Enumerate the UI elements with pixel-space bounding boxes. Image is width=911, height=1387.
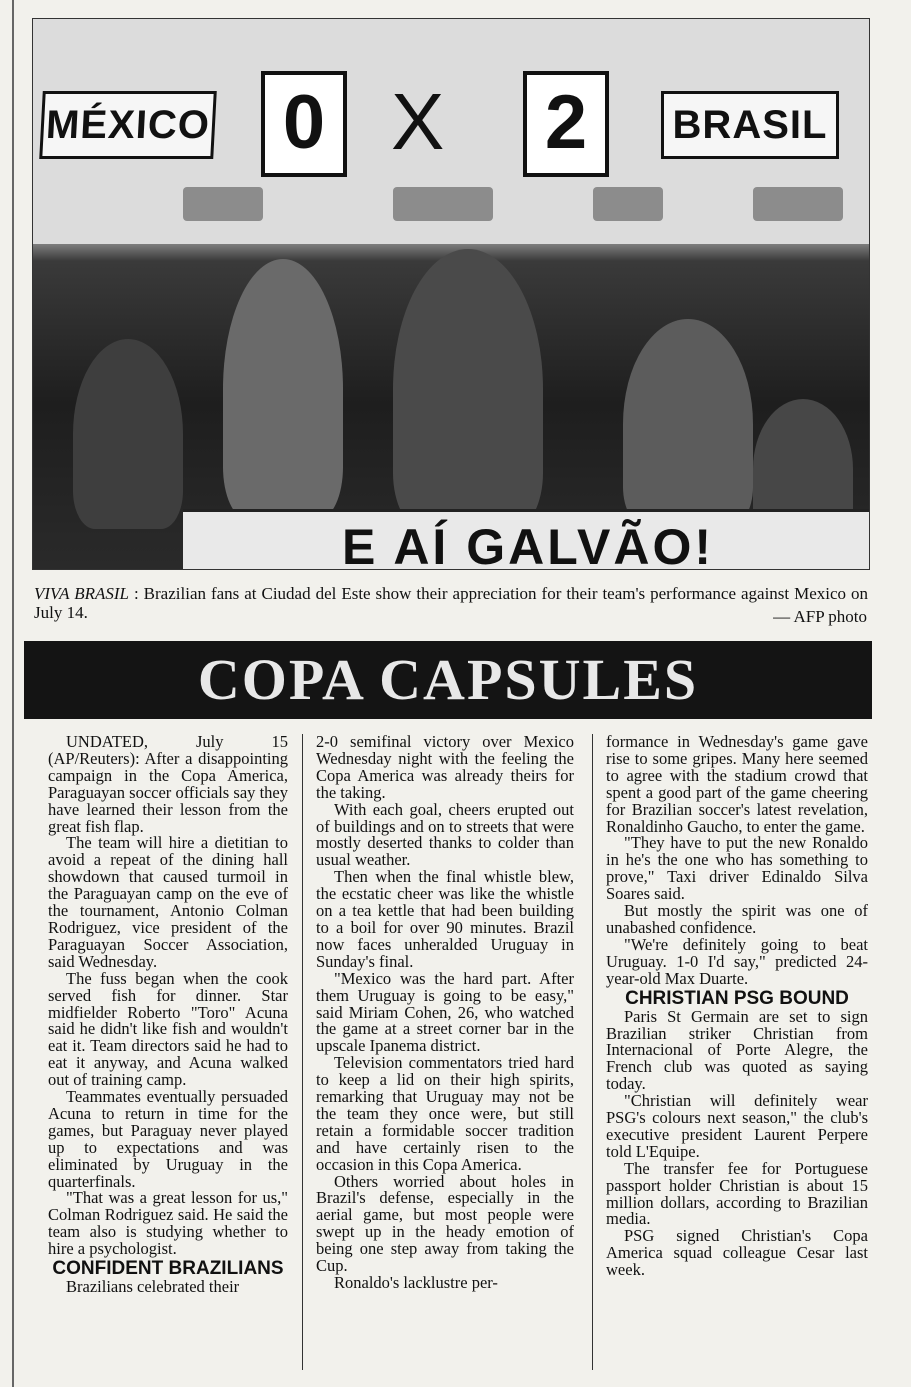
article-paragraph: The fuss began when the cook served fish for dinner. Star midfielder Roberto "Toro" Acuna said he didn't like fish and wouldn't eat it. Team directors said he had to eat it anyway, and Acuna walked out of training camp. — [48, 968, 288, 1090]
scoreboard-team-left: MÉXICO — [39, 91, 217, 159]
crowd-fan — [623, 319, 753, 529]
article-paragraph: PSG signed Christian's Copa America squad colleague Cesar last week. — [606, 1226, 868, 1280]
crowd-fan — [73, 339, 183, 529]
sponsor-board — [593, 187, 663, 221]
article-column-3 — [606, 734, 868, 1279]
article-column-2 — [316, 734, 574, 1292]
article-paragraph: formance in Wednesday's game gave rise to some gripes. Many here seemed to agree with the stadium crowd that spent a good part of the game cheering for Brazilian soccer's latest revelation, Ronaldinho Gaucho, to enter the game. — [606, 732, 868, 836]
article-paragraph: The transfer fee for Portuguese passport holder Christian is about 15 million dollars, according to Brazilian media. — [606, 1158, 868, 1229]
article-paragraph: Teammates eventually persuaded Acuna to return in time for the games, but Paraguay never played up to expectations and was eliminated by Uruguay in the quarterfinals. — [48, 1087, 288, 1191]
subhead-christian-psg-bound: CHRISTIAN PSG BOUND — [625, 987, 849, 1009]
article-paragraph: The team will hire a dietitian to avoid a repeat of the dining hall showdown that caused turmoil in the Paraguayan camp on the eve of the tournament, Antonio Colman Rodriguez, vice president of the Paraguayan Soccer Association, said Wednesday. — [48, 833, 288, 971]
article-paragraph: "Mexico was the hard part. After them Uruguay is going to be easy," said Miriam Cohen, 26, who watched the game at a street corner bar in the upscale Ipanema district. — [316, 968, 574, 1056]
scoreboard-score-right: 2 — [523, 71, 609, 177]
crowd-fan — [223, 259, 343, 519]
article-paragraph: With each goal, cheers erupted out of buildings and on to streets that were mostly deserted thanks to colder than usual weather. — [316, 799, 574, 870]
article-paragraph: "They have to put the new Ronaldo in he's the one who has something to prove," Taxi driver Edinaldo Silva Soares said. — [606, 833, 868, 904]
article-paragraph: Television commentators tried hard to keep a lid on their high spirits, remarking that Uruguay may not be the team they once were, but still retain a formidable soccer tradition and have certainly risen to the occasion in this Copa America. — [316, 1053, 574, 1174]
article-paragraph: Then when the final whistle blew, the ecstatic cheer was like the whistle on a tea kettle that had been building to a boil for over 90 minutes. Brazil now faces unheralded Uruguay in Sunday's final. — [316, 867, 574, 971]
photo-caption — [34, 584, 868, 622]
article-paragraph: "That was a great lesson for us," Colman Rodriguez said. He said the team also is studying whether to hire a psychologist. — [48, 1188, 288, 1259]
page-headline: COPA CAPSULES — [197, 647, 699, 712]
column-rule — [302, 734, 303, 1370]
subhead-confident-brazilians: CONFIDENT BRAZILIANS — [52, 1258, 284, 1280]
scoreboard-score-left: 0 — [261, 71, 347, 177]
news-photo — [32, 18, 870, 570]
article-paragraph: UNDATED, July 15 (AP/Reuters): After a disappointing campaign in the Copa America, Paraguayan soccer officials say they have learned their lesson from the great fish flap. — [48, 732, 288, 836]
article-paragraph: Ronaldo's lacklustre per- — [334, 1273, 498, 1292]
caption-lead: VIVA BRASIL — [34, 584, 129, 603]
fan-banner: E AÍ GALVÃO! — [183, 509, 870, 570]
sponsor-board — [183, 187, 263, 221]
caption-text: : Brazilian fans at Ciudad del Este show their appreciation for their team's performance against Mexico on July 14. — [34, 584, 869, 622]
page-edge-line — [12, 0, 14, 1387]
article-paragraph: 2-0 semifinal victory over Mexico Wednesday night with the feeling the Copa America was already theirs for the taking. — [316, 732, 574, 802]
column-rule — [592, 734, 593, 1370]
article-paragraph: Others worried about holes in Brazil's defense, especially in the aerial game, but most people were swept up in the heady emotion of being one step away from taking the Cup. — [316, 1171, 574, 1276]
sponsor-board — [753, 187, 843, 221]
crowd-fan — [393, 249, 543, 529]
article-paragraph: But mostly the spirit was one of unabashed confidence. — [606, 901, 868, 937]
article-paragraph: Paris St Germain are set to sign Brazilian striker Christian from Internacional of Porte Alegre, the French club was quoted as saying today. — [606, 1006, 868, 1094]
sponsor-board — [393, 187, 493, 221]
article-paragraph: "Christian will definitely wear PSG's colours next season," the club's executive president Laurent Perpere told L'Equipe. — [606, 1091, 868, 1161]
article-column-1 — [48, 734, 288, 1296]
scoreboard-team-right: BRASIL — [661, 91, 839, 159]
article-paragraph: "We're definitely going to beat Uruguay. 1-0 I'd say," predicted 24-year-old Max Duarte. — [606, 934, 868, 988]
headline-bar — [24, 641, 872, 719]
scoreboard — [33, 19, 869, 244]
photo-credit: — AFP photo — [773, 607, 867, 626]
article-paragraph: Brazilians celebrated their — [66, 1277, 240, 1297]
scoreboard-separator: X — [391, 77, 445, 166]
